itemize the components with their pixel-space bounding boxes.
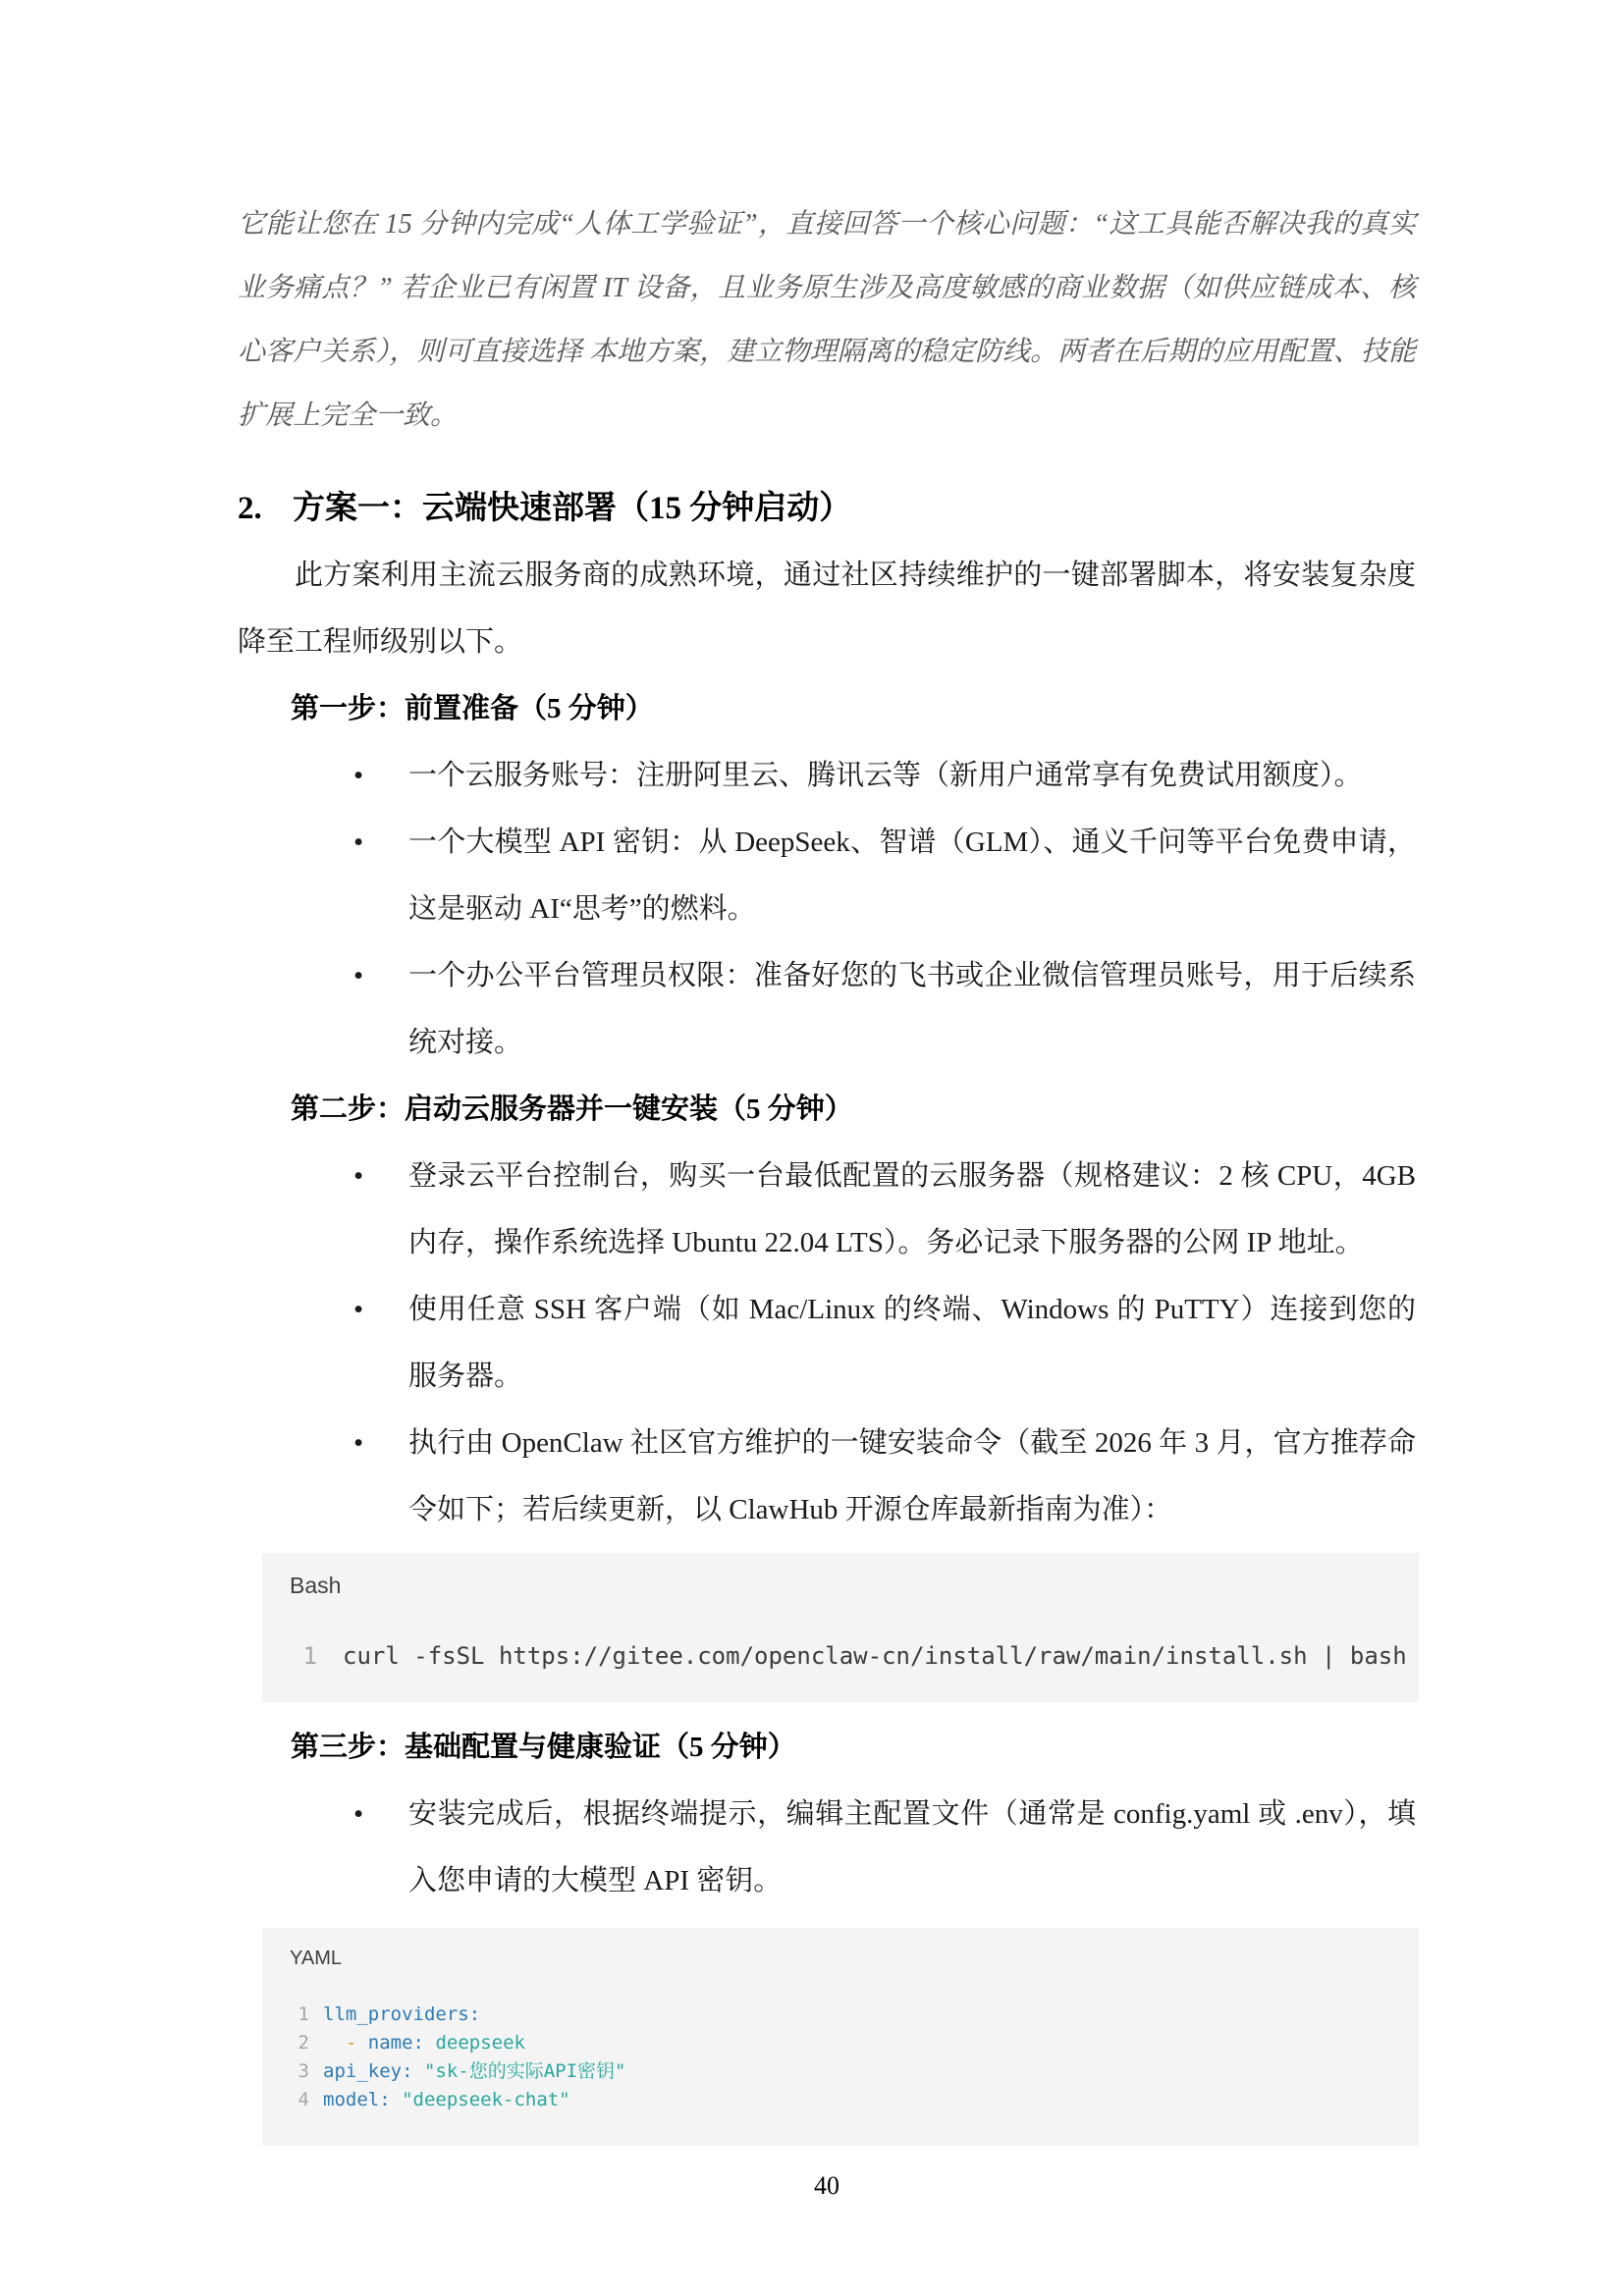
code-token: deepseek: [435, 2032, 525, 2054]
code-token: [424, 2032, 435, 2054]
code-token: "sk-您的实际API密钥": [423, 2060, 626, 2082]
list-item: [353, 809, 1416, 942]
list-item-text: 执行由 OpenClaw 社区官方维护的一键安装命令（截至 2026 年 3 月，官方推荐命令如下；若后续更新，以 ClawHub 开源仓库最新指南为准）：: [408, 1427, 1416, 1525]
code-line: [262, 2086, 1419, 2114]
list-item-text: 一个办公平台管理员权限：准备好您的飞书或企业微信管理员账号，用于后续系统对接。: [408, 960, 1416, 1058]
code-token: curl -fsSL https://gitee.com/openclaw-cn/install/raw/main/install.sh | bash: [343, 1642, 1407, 1670]
section-heading: [238, 483, 1416, 534]
list-item-text: 一个大模型 API 密钥：从 DeepSeek、智谱（GLM）、通义千问等平台免费申请，这是驱动 AI“思考”的燃料。: [408, 827, 1416, 925]
bullet-icon: •: [353, 1160, 364, 1192]
list-item-text: 使用任意 SSH 客户端（如 Mac/Linux 的终端、Windows 的 PuTTY）连接到您的服务器。: [408, 1294, 1416, 1392]
code-block-yaml: [262, 1928, 1419, 2146]
code-token: [323, 2032, 346, 2054]
list-item: [353, 742, 1416, 809]
line-number: 1: [302, 1642, 317, 1670]
bullet-icon: •: [353, 1798, 364, 1830]
step-title: 第三步：基础配置与健康验证（5 分钟）: [291, 1732, 796, 1763]
list-item: [353, 1781, 1416, 1914]
bullet-icon: •: [353, 827, 364, 858]
list-item: [353, 1143, 1416, 1276]
bullet-icon: •: [353, 960, 364, 991]
line-number: 1: [298, 2003, 309, 2025]
code-token: llm_providers:: [323, 2003, 481, 2025]
bullet-icon: •: [353, 1294, 364, 1325]
code-language-label: Bash: [290, 1573, 342, 1598]
code-token: "deepseek-chat": [402, 2089, 570, 2110]
line-number: 4: [298, 2089, 309, 2110]
list-item: [353, 1276, 1416, 1410]
code-language-label: YAML: [290, 1948, 342, 1969]
intro-paragraph: 它能让您在 15 分钟内完成“人体工学验证”，直接回答一个核心问题：“这工具能否解决我的真实业务痛点？” 若企业已有闲置 IT 设备，且业务原生涉及高度敏感的商业数据（如供应链成本、核心客户关系），则可直接选择 本地方案，建立物理隔离的稳定防线。两者在后期的应用配置、技能扩展上完全一致。: [238, 209, 1416, 431]
code-token: [391, 2089, 402, 2110]
list-item: [353, 1410, 1416, 1543]
list-item-text: 登录云平台控制台，购买一台最低配置的云服务器（规格建议：2 核 CPU，4GB 内存，操作系统选择 Ubuntu 22.04 LTS）。务必记录下服务器的公网 IP 地址。: [408, 1160, 1416, 1258]
section-title: 方案一：云端快速部署（15 分钟启动）: [293, 491, 852, 526]
code-token: -: [345, 2032, 368, 2054]
step-title: 第一步：前置准备（5 分钟）: [291, 693, 654, 724]
line-number: 2: [298, 2032, 309, 2054]
list-item: [353, 942, 1416, 1076]
step-section-1: [238, 675, 1416, 1076]
code-token: api_key:: [323, 2060, 413, 2082]
step-section-3: [238, 1714, 1416, 1914]
code-line: [262, 2057, 1419, 2086]
step-section-2: [238, 1076, 1416, 1543]
code-line: [262, 2029, 1419, 2057]
code-token: model:: [323, 2089, 391, 2110]
bullet-icon: •: [353, 1427, 364, 1459]
bullet-icon: •: [353, 760, 364, 791]
lead-paragraph: 此方案利用主流云服务商的成熟环境，通过社区持续维护的一键部署脚本，将安装复杂度降至工程师级别以下。: [238, 560, 1416, 658]
list-item-text: 安装完成后，根据终端提示，编辑主配置文件（通常是 config.yaml 或 .env），填入您申请的大模型 API 密钥。: [408, 1798, 1416, 1896]
code-token: [413, 2060, 424, 2082]
step-title: 第二步：启动云服务器并一键安装（5 分钟）: [291, 1094, 853, 1125]
code-token: name:: [367, 2032, 424, 2054]
list-item-text: 一个云服务账号：注册阿里云、腾讯云等（新用户通常享有免费试用额度）。: [408, 760, 1363, 791]
line-number: 3: [298, 2060, 309, 2082]
page-number: 40: [814, 2171, 839, 2200]
code-block-bash: [262, 1553, 1419, 1702]
code-line: [262, 2001, 1419, 2029]
section-number: 2.: [238, 491, 262, 526]
code-line: [262, 1637, 1419, 1675]
